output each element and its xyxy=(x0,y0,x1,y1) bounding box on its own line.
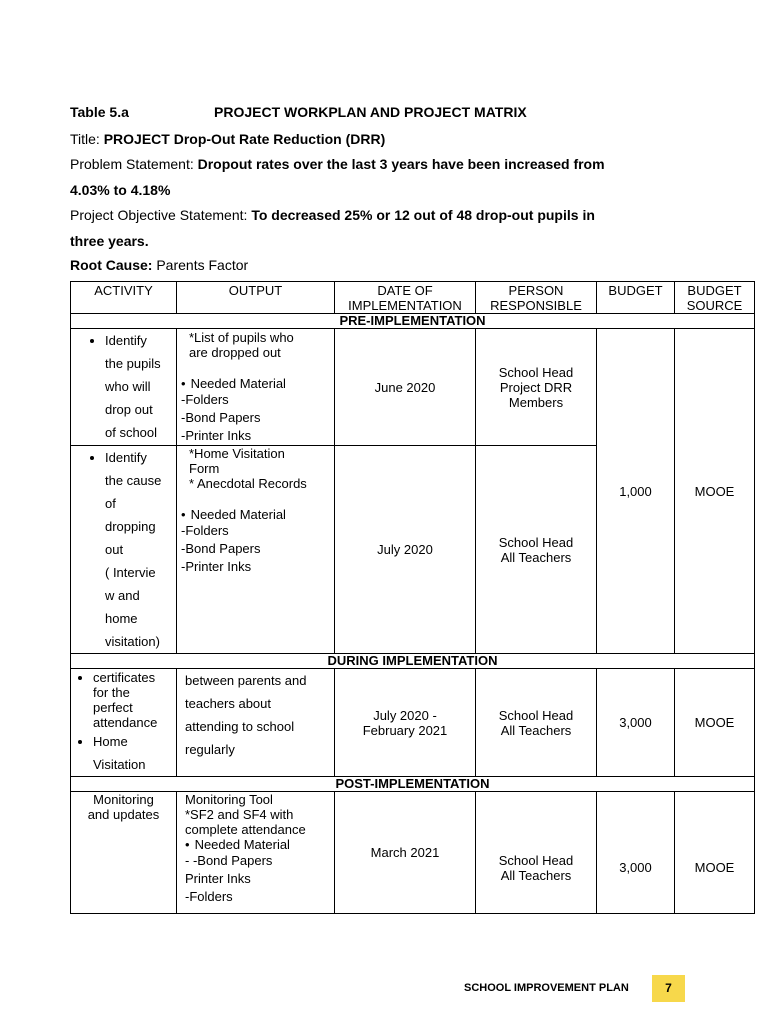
title-label: Title: xyxy=(70,131,100,147)
problem-value: Dropout rates over the last 3 years have been increased from xyxy=(197,156,605,172)
person-cell: School Head All Teachers xyxy=(476,446,597,654)
person-cell: School Head All Teachers xyxy=(476,792,597,914)
bullet-icon xyxy=(185,837,195,852)
title-value: PROJECT Drop-Out Rate Reduction (DRR) xyxy=(103,131,386,147)
problem-line-2: 4.03% to 4.18% xyxy=(70,182,171,198)
bullet-icon xyxy=(181,376,191,391)
activity-cell: Monitoring and updates xyxy=(71,792,177,914)
table-row xyxy=(71,669,755,777)
root-cause-value: Parents Factor xyxy=(156,257,249,273)
phase-pre-label: PRE-IMPLEMENTATION xyxy=(71,314,755,329)
phase-row-post xyxy=(71,777,755,792)
phase-post-label: POST-IMPLEMENTATION xyxy=(71,777,755,792)
footer-text: SCHOOL IMPROVEMENT PLAN xyxy=(464,982,629,994)
bullet-icon xyxy=(181,507,191,522)
budget-cell: 1,000 xyxy=(597,329,675,654)
date-cell: July 2020 xyxy=(335,446,476,654)
source-cell: MOOE xyxy=(675,792,755,914)
output-cell: *List of pupils who are dropped out • Needed Material -Folders -Bond Papers -Printer Inks xyxy=(177,329,335,446)
date-cell: July 2020 - February 2021 xyxy=(335,669,476,777)
problem-line xyxy=(70,155,605,173)
header-person: PERSON RESPONSIBLE xyxy=(476,282,597,314)
page-number: 7 xyxy=(652,975,685,1002)
header-activity: ACTIVITY xyxy=(71,282,177,314)
root-cause-label: Root Cause: xyxy=(70,257,153,273)
person-cell: School Head All Teachers xyxy=(476,669,597,777)
objective-value: To decreased 25% or 12 out of 48 drop-out pupils in xyxy=(251,207,595,223)
objective-line xyxy=(70,206,595,224)
header-source: BUDGET SOURCE xyxy=(675,282,755,314)
workplan-table xyxy=(70,281,755,914)
header-output: OUTPUT xyxy=(177,282,335,314)
table-title: PROJECT WORKPLAN AND PROJECT MATRIX xyxy=(214,104,527,120)
phase-row-pre xyxy=(71,314,755,329)
person-cell: School Head Project DRR Members xyxy=(476,329,597,446)
title-line xyxy=(70,130,385,148)
phase-during-label: DURING IMPLEMENTATION xyxy=(71,654,755,669)
activity-cell: • certificates for the perfect attendance • Home Visitation xyxy=(71,669,177,777)
phase-row-during xyxy=(71,654,755,669)
output-cell: between parents and teachers about attending to school regularly xyxy=(177,669,335,777)
root-cause-line xyxy=(70,256,248,274)
budget-cell: 3,000 xyxy=(597,669,675,777)
date-cell: June 2020 xyxy=(335,329,476,446)
table-label: Table 5.a xyxy=(70,104,129,120)
table-row xyxy=(71,792,755,914)
header-budget: BUDGET xyxy=(597,282,675,314)
activity-cell: • Identify the pupils who will drop out of school xyxy=(71,329,177,446)
output-cell: *Home Visitation Form * Anecdotal Records • Needed Material -Folders -Bond Papers -Printer Inks xyxy=(177,446,335,654)
budget-cell: 3,000 xyxy=(597,792,675,914)
problem-label: Problem Statement: xyxy=(70,156,194,172)
objective-label: Project Objective Statement: xyxy=(70,207,248,223)
output-cell: Monitoring Tool *SF2 and SF4 with complete attendance • Needed Material - -Bond Papers Printer Inks -Folders xyxy=(177,792,335,914)
date-cell: March 2021 xyxy=(335,792,476,914)
header-date: DATE OF IMPLEMENTATION xyxy=(335,282,476,314)
activity-cell: • Identify the cause of dropping out ( Intervie w and home visitation) xyxy=(71,446,177,654)
source-cell: MOOE xyxy=(675,329,755,654)
header-row xyxy=(71,282,755,314)
objective-line-2: three years. xyxy=(70,233,149,249)
table-row xyxy=(71,329,755,446)
source-cell: MOOE xyxy=(675,669,755,777)
